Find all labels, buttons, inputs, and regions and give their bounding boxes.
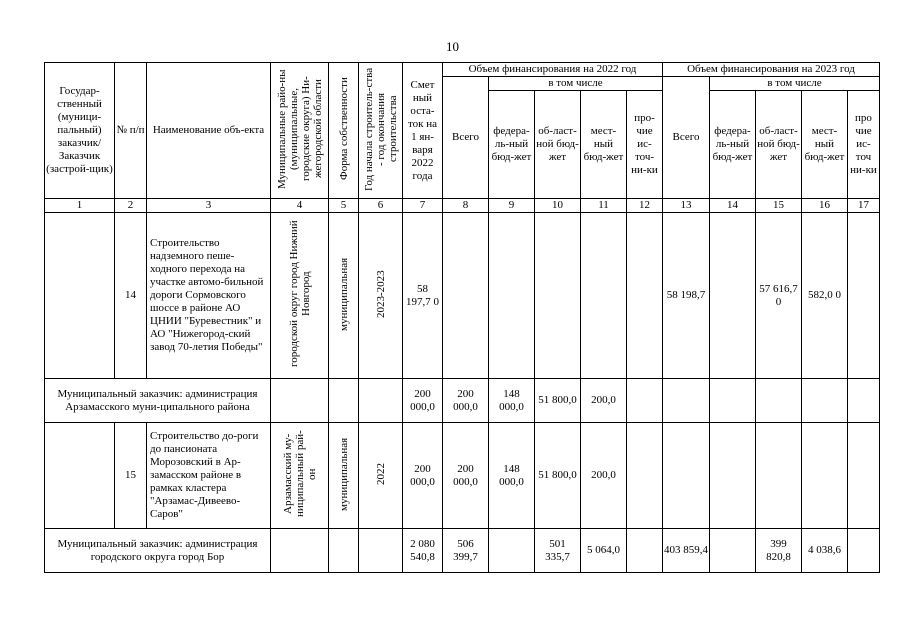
header-regional-2022: об-ласт-ной бюд-жет bbox=[535, 91, 581, 199]
federal-2022: 148 000,0 bbox=[489, 379, 535, 423]
col-number: 9 bbox=[489, 199, 535, 213]
col-number: 4 bbox=[271, 199, 329, 213]
header-including-2022: в том числе bbox=[489, 77, 663, 91]
ownership: муниципальная bbox=[337, 256, 350, 331]
group-row-bor bbox=[45, 529, 880, 573]
table-row-14 bbox=[45, 213, 880, 379]
header-estimate: Смет ный оста-ток на 1 ян-варя 2022 года bbox=[403, 63, 443, 199]
header-federal-2023: федера-ль-ный бюд-жет bbox=[710, 91, 756, 199]
col-number: 16 bbox=[802, 199, 848, 213]
header-no: № п/п bbox=[115, 63, 147, 199]
total-2022: 506 399,7 bbox=[443, 529, 489, 573]
header-federal-2022: федера-ль-ный бюд-жет bbox=[489, 91, 535, 199]
construction-years: 2023-2023 bbox=[374, 269, 387, 318]
local-2022: 5 064,0 bbox=[581, 529, 627, 573]
header-other-2023: про чие ис-точ ни-ки bbox=[848, 91, 880, 199]
regional-2022: 501 335,7 bbox=[535, 529, 581, 573]
header-customer: Государ-ственный (муници-пальный) заказчик/ Заказчик (застрой-щик) bbox=[45, 63, 115, 199]
col-number: 7 bbox=[403, 199, 443, 213]
object-name: Строительство до-роги до пансионата Морозовский в Ар-замасском районе в рамках кластера "Арзамас-Дивеево-Саров" bbox=[147, 423, 271, 529]
col-number: 12 bbox=[627, 199, 663, 213]
local-2022: 200,0 bbox=[581, 379, 627, 423]
header-local-2022: мест-ный бюд-жет bbox=[581, 91, 627, 199]
header-years: Год начала строитель-ства - год окончания строительства bbox=[362, 66, 399, 191]
regional-2023: 57 616,7 0 bbox=[756, 213, 802, 379]
header-local-2023: мест-ный бюд-жет bbox=[802, 91, 848, 199]
group-row-arzamas bbox=[45, 379, 880, 423]
col-number: 15 bbox=[756, 199, 802, 213]
header-ownership: Форма собственности bbox=[337, 77, 350, 180]
total-2022: 200 000,0 bbox=[443, 423, 489, 529]
header-total-2023: Всего bbox=[663, 77, 710, 199]
header-total-2022: Всего bbox=[443, 77, 489, 199]
col-number: 3 bbox=[147, 199, 271, 213]
total-2023: 58 198,7 bbox=[663, 213, 710, 379]
header-fin-2022: Объем финансирования на 2022 год bbox=[443, 63, 663, 77]
header-object-name: Наименование объ-екта bbox=[147, 63, 271, 199]
district: Арзамасский му-ниципальный рай-он bbox=[281, 430, 318, 517]
col-number: 10 bbox=[535, 199, 581, 213]
regional-2022: 51 800,0 bbox=[535, 379, 581, 423]
row-number: 15 bbox=[115, 423, 147, 529]
object-name: Строительство надземного пеше-ходного перехода на участке автомо-бильной дороги Сормовского шоссе в районе АО ЦНИИ "Буревестник" и АО "Нижегород-ский завод 70-летия Победы" bbox=[147, 213, 271, 379]
estimate-balance: 200 000,0 bbox=[403, 379, 443, 423]
row-number: 14 bbox=[115, 213, 147, 379]
district: городской округ город Нижний Новгород bbox=[287, 220, 312, 367]
total-2023: 403 859,4 bbox=[663, 529, 710, 573]
col-number: 2 bbox=[115, 199, 147, 213]
customer-label: Муниципальный заказчик: администрация Арзамасского муни-ципального района bbox=[45, 379, 271, 423]
construction-years: 2022 bbox=[374, 462, 387, 485]
local-2023: 582,0 0 bbox=[802, 213, 848, 379]
estimate-balance: 58 197,7 0 bbox=[403, 213, 443, 379]
ownership: муниципальная bbox=[337, 436, 350, 511]
customer-label: Муниципальный заказчик: администрация городского округа город Бор bbox=[45, 529, 271, 573]
page-number: 10 bbox=[446, 39, 459, 54]
estimate-balance: 2 080 540,8 bbox=[403, 529, 443, 573]
local-2022: 200,0 bbox=[581, 423, 627, 529]
header-row-1 bbox=[45, 63, 880, 77]
col-number: 17 bbox=[848, 199, 880, 213]
column-number-row bbox=[45, 199, 880, 213]
table-row-15 bbox=[45, 423, 880, 529]
col-number: 13 bbox=[663, 199, 710, 213]
local-2023: 4 038,6 bbox=[802, 529, 848, 573]
header-fin-2023: Объем финансирования на 2023 год bbox=[663, 63, 880, 77]
financing-table bbox=[44, 62, 880, 573]
col-number: 14 bbox=[710, 199, 756, 213]
col-number: 8 bbox=[443, 199, 489, 213]
header-other-2022: про-чие ис-точ-ни-ки bbox=[627, 91, 663, 199]
header-districts: Муниципальные райо-ны (муниципальные, городские округа) Ни-жегородской области bbox=[275, 68, 324, 189]
regional-2022: 51 800,0 bbox=[535, 423, 581, 529]
regional-2023: 399 820,8 bbox=[756, 529, 802, 573]
header-regional-2023: об-ласт-ной бюд-жет bbox=[756, 91, 802, 199]
col-number: 11 bbox=[581, 199, 627, 213]
estimate-balance: 200 000,0 bbox=[403, 423, 443, 529]
col-number: 6 bbox=[359, 199, 403, 213]
total-2022: 200 000,0 bbox=[443, 379, 489, 423]
header-including-2023: в том числе bbox=[710, 77, 880, 91]
col-number: 1 bbox=[45, 199, 115, 213]
federal-2022: 148 000,0 bbox=[489, 423, 535, 529]
col-number: 5 bbox=[329, 199, 359, 213]
